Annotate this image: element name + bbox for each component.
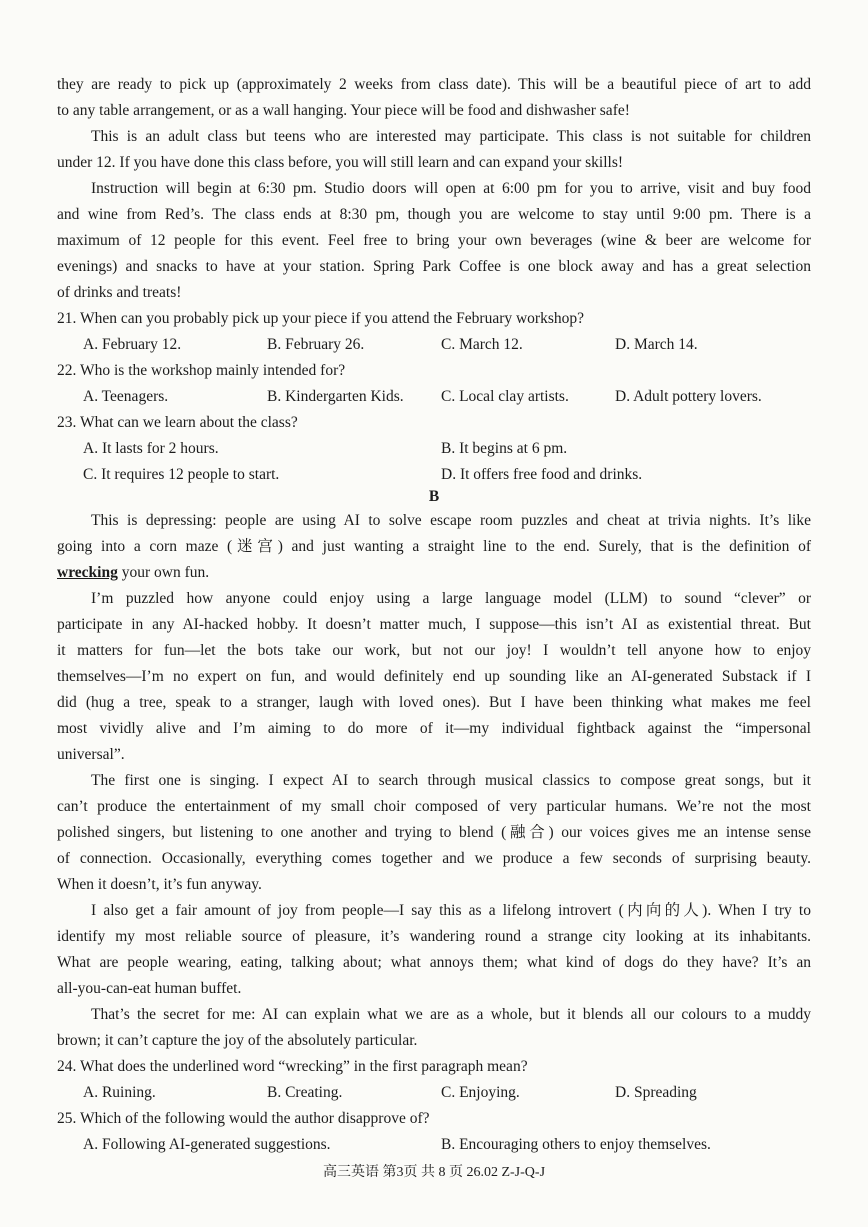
passage-line: going into a corn maze (迷宫) and just wanting a straight line to the end. Surely, that is the definition of [57,538,811,555]
answer-option[interactable]: A. Ruining. [83,1084,156,1101]
answer-option[interactable]: C. Local clay artists. [441,388,569,405]
answer-option[interactable]: D. It offers free food and drinks. [441,466,643,483]
answer-option[interactable]: C. Enjoying. [441,1084,520,1101]
answer-option[interactable]: D. March 14. [615,336,698,353]
passage-line: When it doesn’t, it’s fun anyway. [57,876,262,893]
passage-line: participate in any AI-hacked hobby. It doesn’t matter much, I suppose—this isn’t AI as existential threat. But [57,616,811,633]
answer-option[interactable]: A. Teenagers. [83,388,169,405]
passage-line: most vividly alive and I’m aiming to do more of it—my individual fightback against the “impersonal [57,720,811,737]
passage-line: themselves—I’m no expert on fun, and would definitely end up sounding like an AI-generated Substack if I [57,668,811,685]
passage-line: I’m puzzled how anyone could enjoy using a large language model (LLM) to sound “clever” or [91,590,811,607]
answer-option[interactable]: B. February 26. [267,336,365,353]
passage-line: identify my most reliable source of pleasure, it’s wandering round a strange city looking at its inhabitants. [57,928,811,945]
answer-option[interactable]: A. Following AI-generated suggestions. [83,1136,331,1153]
passage-line: can’t produce the entertainment of my small choir composed of very particular humans. We’re not the most [57,798,811,815]
answer-option[interactable]: A. February 12. [83,336,182,353]
passage-line: This is an adult class but teens who are interested may participate. This class is not suitable for children [91,128,811,145]
answer-option[interactable]: B. It begins at 6 pm. [441,440,568,457]
question-stem: 22. Who is the workshop mainly intended for? [57,362,346,379]
passage-line: Instruction will begin at 6:30 pm. Studio doors will open at 6:00 pm for you to arrive, visit and buy food [91,180,811,197]
passage-line: of drinks and treats! [57,284,182,301]
question-stem: 23. What can we learn about the class? [57,414,298,431]
underlined-word: wrecking [57,564,118,581]
passage-line: brown; it can’t capture the joy of the absolutely particular. [57,1032,418,1049]
answer-option[interactable]: B. Creating. [267,1084,343,1101]
passage-line: That’s the secret for me: AI can explain what we are as a whole, but it blends all our colours to a muddy [91,1006,811,1023]
passage-line: of connection. Occasionally, everything comes together and we produce a few seconds of surprising beauty. [57,850,811,867]
question-stem: 24. What does the underlined word “wrecking” in the first paragraph mean? [57,1058,528,1075]
passage-line: I also get a fair amount of joy from people—I say this as a lifelong introvert (内向的人). When I try to [91,902,811,919]
answer-option[interactable]: D. Adult pottery lovers. [615,388,762,405]
passage-line: This is depressing: people are using AI to solve escape room puzzles and cheat at trivia nights. It’s like [91,512,811,529]
passage-line: they are ready to pick up (approximately 2 weeks from class date). This will be a beautiful piece of art to add [57,76,811,93]
passage-line: did (hug a tree, speak to a stranger, laugh with loved ones). But I have been thinking what makes me feel [57,694,811,711]
question-stem: 25. Which of the following would the author disapprove of? [57,1110,430,1127]
passage-line: maximum of 12 people for this event. Feel free to bring your own beverages (wine & beer are welcome for [57,232,811,249]
passage-line: all-you-can-eat human buffet. [57,980,242,997]
question-stem: 21. When can you probably pick up your piece if you attend the February workshop? [57,310,584,327]
passage-line: to any table arrangement, or as a wall hanging. Your piece will be food and dishwasher safe! [57,102,630,119]
page-footer: 高三英语 第3页 共 8 页 26.02 Z-J-Q-J [322,1165,546,1180]
answer-option[interactable]: B. Kindergarten Kids. [267,388,404,405]
answer-option[interactable]: A. It lasts for 2 hours. [83,440,219,457]
answer-option[interactable]: D. Spreading [615,1084,697,1101]
answer-option[interactable]: C. It requires 12 people to start. [83,466,280,483]
line-rest: your own fun. [117,564,210,581]
passage-line: The first one is singing. I expect AI to search through musical classics to compose great songs, but it [91,772,811,789]
passage-line: and wine from Red’s. The class ends at 8:30 pm, though you are welcome to stay until 9:00 pm. There is a [57,206,811,223]
passage-line: What are people wearing, eating, talking about; what annoys them; what kind of dogs do they have? It’s an [57,954,811,971]
passage-line: polished singers, but listening to one another and trying to blend (融合) our voices gives me an intense sense [57,824,811,841]
answer-option[interactable]: B. Encouraging others to enjoy themselves. [441,1136,711,1153]
passage-line: universal”. [57,746,125,763]
section-heading: B [428,488,440,505]
passage-line: evenings) and snacks to have at your station. Spring Park Coffee is one block away and has a great selection [57,258,811,275]
passage-line [57,563,811,583]
passage-line: under 12. If you have done this class before, you will still learn and can expand your skills! [57,154,624,171]
answer-option[interactable]: C. March 12. [441,336,523,353]
passage-line: it matters for fun—let the bots take our work, but not our joy! I wouldn’t tell anyone how to enjoy [57,642,811,659]
